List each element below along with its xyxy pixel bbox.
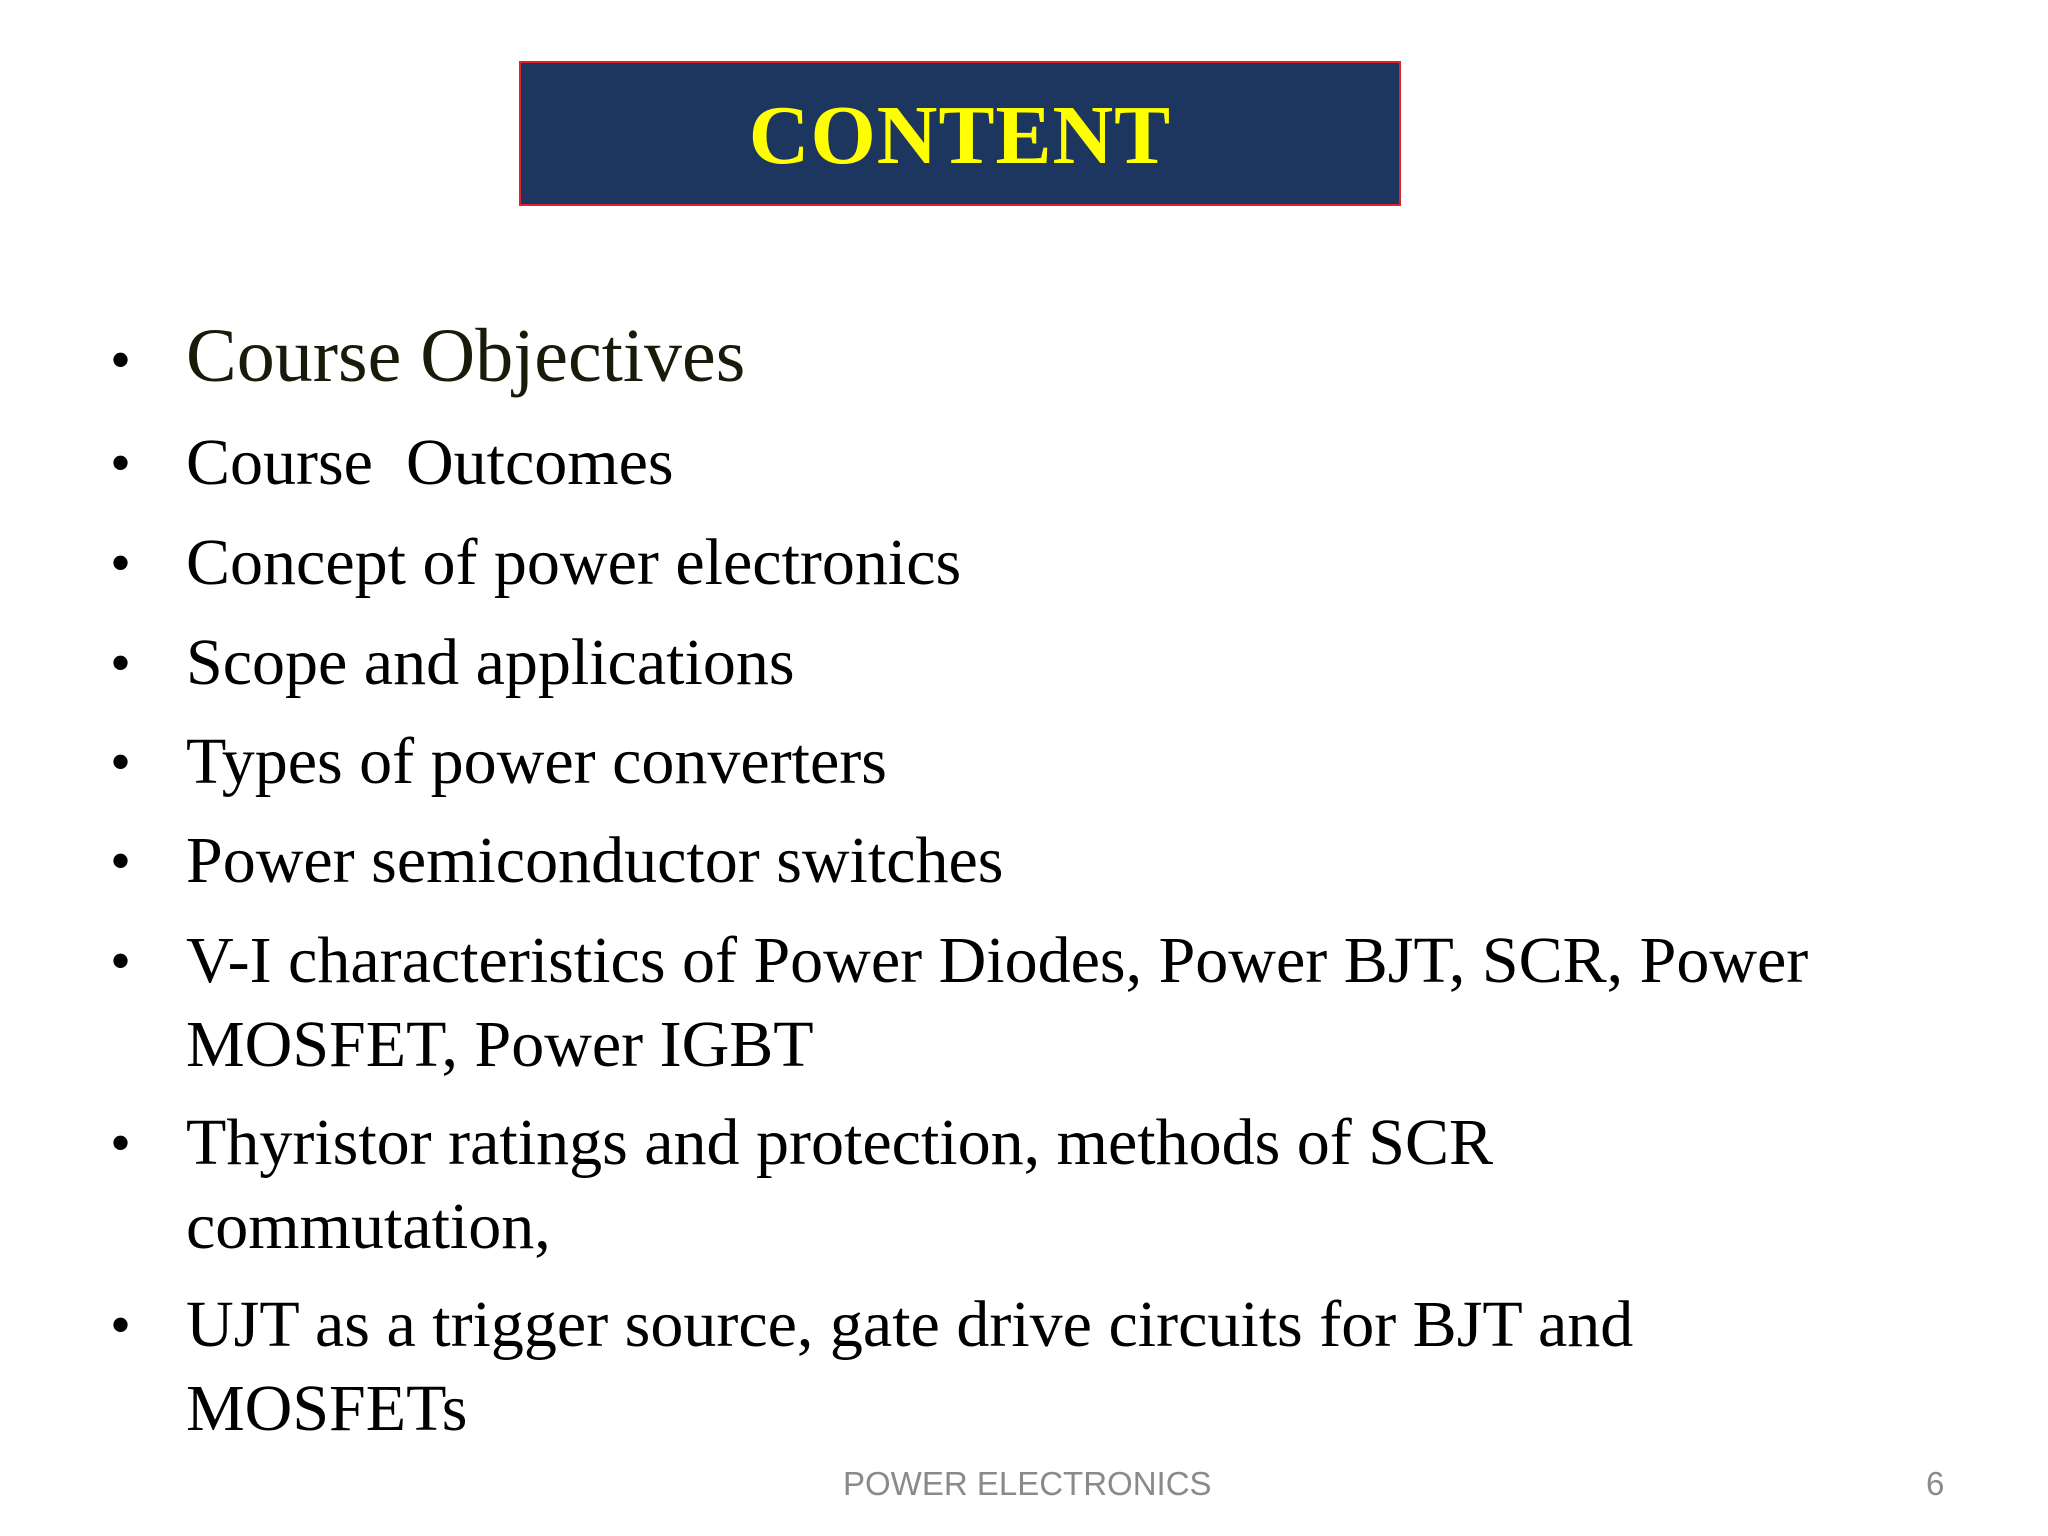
list-item-text-continued: MOSFETs xyxy=(186,1372,468,1445)
bullet-icon: • xyxy=(110,928,132,994)
list-item-text: Course Objectives xyxy=(186,314,746,398)
list-item xyxy=(110,421,1926,505)
list-item xyxy=(110,1101,1926,1269)
bullet-icon: • xyxy=(110,828,132,894)
bullet-icon: • xyxy=(110,430,132,496)
list-item-text: Course Outcomes xyxy=(186,426,674,499)
bullet-icon: • xyxy=(110,530,132,596)
bullet-icon: • xyxy=(110,1110,132,1176)
list-item xyxy=(110,919,1926,1087)
page-number: 6 xyxy=(1926,1465,1945,1502)
list-item xyxy=(110,1283,1926,1451)
list-item xyxy=(110,621,1926,705)
bullet-icon: • xyxy=(110,729,132,795)
footer-text: POWER ELECTRONICS xyxy=(843,1465,1212,1502)
list-item-text: Concept of power electronics xyxy=(186,526,962,599)
list-item-text: UJT as a trigger source, gate drive circuits for BJT and xyxy=(186,1288,1634,1361)
bullet-icon: • xyxy=(110,630,132,696)
list-item-text: Power semiconductor switches xyxy=(186,824,1004,897)
list-item-text-continued: MOSFET, Power IGBT xyxy=(186,1008,814,1081)
bullet-icon: • xyxy=(110,1292,132,1358)
list-item-text: Types of power converters xyxy=(186,725,887,798)
list-item xyxy=(110,521,1926,605)
list-item-text: V-I characteristics of Power Diodes, Power BJT, SCR, Power xyxy=(186,924,1809,997)
list-item xyxy=(110,314,1926,398)
list-item xyxy=(110,819,1926,903)
list-item-text: Scope and applications xyxy=(186,626,795,699)
list-item-text: Thyristor ratings and protection, methods of SCR xyxy=(186,1106,1494,1179)
slide-title: CONTENT xyxy=(748,88,1172,182)
list-item-text-continued: commutation, xyxy=(186,1190,551,1263)
list-item xyxy=(110,720,1926,804)
bullet-icon: • xyxy=(110,327,132,393)
